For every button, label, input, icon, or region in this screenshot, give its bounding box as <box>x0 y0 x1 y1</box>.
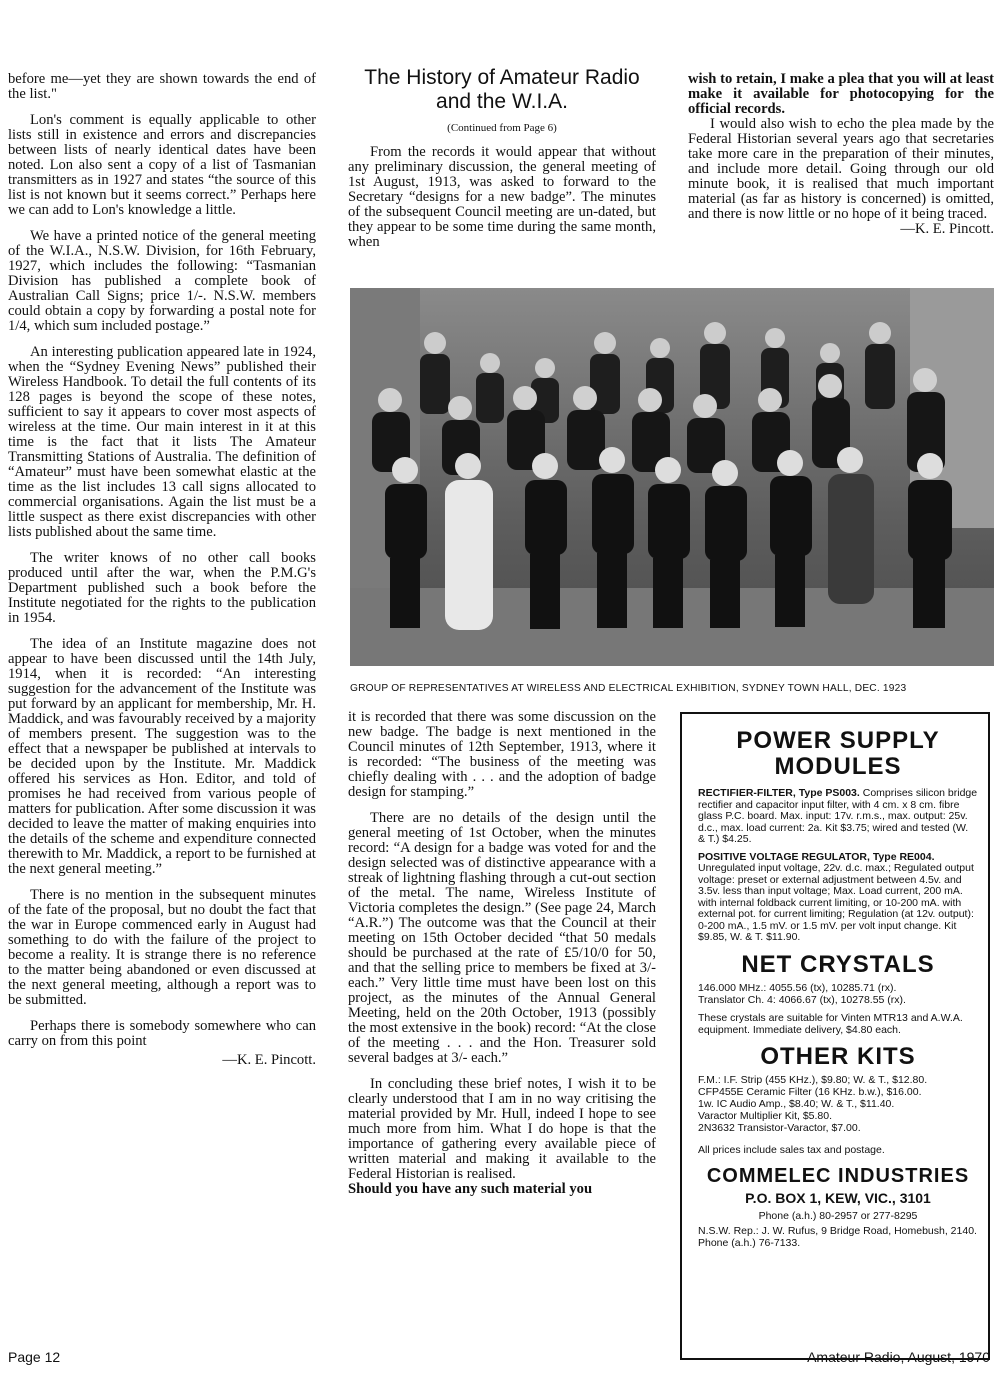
ad-phone: Phone (a.h.) 80-2957 or 277-8295 <box>758 1209 918 1222</box>
ad-kit-line: 1w. IC Audio Amp., $8.40; W. & T., $11.40. <box>698 1097 895 1110</box>
plea-text: Should you have any such material you <box>348 1181 593 1197</box>
ad-company-name: COMMELEC INDUSTRIES <box>706 1164 970 1187</box>
paragraph: The idea of an Institute magazine does not appear to have been discussed until the 14th July, 1914, when it is recorded: “An interesting suggestion for the advancement of the Institute was put forward by an applicant for membership, Mr. H. Maddick, and was favourably received by a majority of members present. The suggestion was to the effect that a newspaper be published at intervals to be decided upon by the Institute. Mr. Maddick offered his services as Hon. Editor, and told of promises he had received from various people of matters for publication. After some discussion it was decided to leave the matter of making enquiries into the details of the scheme and expenditure connected therewith to Mr. Maddick, a report to be furnished at the next general meeting.” <box>8 636 316 877</box>
left-column <box>8 72 316 1079</box>
ad-heading-crystals: NET CRYSTALS <box>741 950 935 978</box>
middle-bottom-column <box>348 710 656 1208</box>
paragraph: From the records it would appear that without any preliminary discussion, the general meeting of 1st August, 1913, was asked to forward to the Secretary “designs for a new badge”. The minutes of the subsequent Council meeting are un-dated, but they appear to be some time during the same month, when <box>348 144 656 250</box>
publication-info: Amateur Radio, August, 1970 <box>807 1349 990 1365</box>
paragraph: We have a printed notice of the general meeting of the W.I.A., N.S.W. Division, for 16th February, 1927, which includes the following: “Tasmanian Division has published a complete book of Australian Call Signs; price 1/-. N.S.W. members could obtain a copy by forwarding a postal note for 1/4, which sum included postage.” <box>8 228 316 334</box>
ad-kit-line: 2N3632 Transistor-Varactor, $7.00. <box>698 1121 861 1134</box>
ad-item-title: RECTIFIER-FILTER, Type PS003. <box>698 787 860 799</box>
paragraph: I would also wish to echo the plea made by the Federal Historian several years ago that secretaries take more care in the preparation of their minutes, and include more detail. Going through our old minute book, it is realised that much important material (as far as history is concerned) is omitted, and there is now little or no hope of it being traced. <box>688 116 994 222</box>
continued-note: (Continued from Page 6) <box>447 122 557 134</box>
ad-heading-power-supply: POWER SUPPLY MODULES <box>736 727 940 780</box>
ad-rep: N.S.W. Rep.: J. W. Rufus, 9 Bridge Road, Homebush, 2140. Phone (a.h.) 76-7133. <box>698 1224 977 1249</box>
author-signature: —K. E. Pincott. <box>222 1052 316 1068</box>
ad-prices-note: All prices include sales tax and postage. <box>698 1143 885 1156</box>
group-photo-image <box>350 288 994 666</box>
right-top-column <box>688 72 994 248</box>
paragraph: Perhaps there is somebody somewhere who can carry on from this point <box>8 1018 316 1049</box>
photo-caption: GROUP OF REPRESENTATIVES AT WIRELESS AND ELECTRICAL EXHIBITION, SYDNEY TOWN HALL, DEC. 1923 <box>350 683 907 694</box>
ad-kit-line: Varactor Multiplier Kit, $5.80. <box>698 1109 833 1122</box>
ad-crystal-line: 146.000 MHz.: 4055.56 (tx), 10285.71 (rx). <box>698 981 897 994</box>
commelec-advertisement <box>680 712 990 1360</box>
ad-item-title: POSITIVE VOLTAGE REGULATOR, Type RE004. <box>698 850 935 863</box>
ad-heading-other-kits: OTHER KITS <box>760 1042 916 1070</box>
paragraph: In concluding these brief notes, I wish it to be clearly understood that I am in no way critising the material provided by Mr. Hull, indeed I hope to see much more from him. What I do hope is that the importance of gathering every available piece of written material and making it available to the Federal Historian is realised. <box>348 1076 656 1182</box>
paragraph: An interesting publication appeared late in 1924, when the “Sydney Evening News” published their Wireless Handbook. To detail the full contents of its 128 pages is beyond the scope of these notes, sufficient to say it appears to cover most aspects of wireless at the time. Our main interest in it at this time is the fact that it lists The Amateur Transmitting Stations of Australia. The definition of “Amateur” must have been somewhat elastic at the time as the list includes 13 call signs allocated to commercial organisations. Again the list must be a little suspect as there exist discrepancies with other lists published about the same time. <box>8 344 316 540</box>
plea-text: wish to retain, I make a plea that you will at least make it available for photocopying for the official records. <box>688 71 994 117</box>
group-photo <box>350 288 994 666</box>
ad-item-text: Unregulated input voltage, 22v. d.c. max.; Regulated output voltage: preset or external adjustment between 4.5v. and 3.5v. less than input voltage; Max. Load current, 200 mA. with internal foldback current limiting, or 10-200 mA. with external pot. for current limiting; Regulation (at 12v. output): 0-200 mA., 1.5 mV. or 1.5 mV. per volt input change. Kit $9.85, W. & T. $11.90. <box>698 862 974 943</box>
ad-kit-line: F.M.: I.F. Strip (455 KHz.), $9.80; W. & T., $12.80. <box>698 1073 928 1086</box>
paragraph: before me—yet they are shown towards the end of the list." <box>8 71 316 102</box>
ad-crystal-note: These crystals are suitable for Vinten MTR13 and A.W.A. equipment. Immediate delivery, $4.80 each. <box>698 1011 963 1036</box>
ad-item-regulator <box>698 852 978 944</box>
author-signature: —K. E. Pincott. <box>900 221 994 237</box>
ad-crystal-line: Translator Ch. 4: 4066.67 (tx), 10278.55 (rx). <box>698 993 906 1006</box>
paragraph: There are no details of the design until the general meeting of 1st October, when the minutes record: “A design for a badge was voted for and the design selected was of distinctive appearance with a streak of lightning flashing through a cut-out section of the metal. The name, Wireless Institute of Victoria completes the design.” (See page 24, March “A.R.”) The outcome was that the Council at their meeting on 15th October decided “that 50 medals should be purchased at the rate of £5/10/0 for 50, and that the selling price to members be fixed at 3/- each.” Very little time must have been lost on this project, as the minutes of the Annual General Meeting, held on the 20th October, 1913 (possibly the most extensive in the book) record: “At the close of the meeting . . . and the Hon. Treasurer sold several badges at 3/- each.” <box>348 810 656 1066</box>
article-title: The History of Amateur Radio and the W.I.A. <box>364 66 640 113</box>
paragraph: Lon's comment is equally applicable to other lists still in existence and errors and discrepancies between lists of nearly identical dates have been noted. Lon also sent a copy of a list of Tasmanian transmitters as in 1927 and states “the source of this list is not known but it seems correct.” Perhaps here we can add to Lon's knowledge a little. <box>8 112 316 218</box>
ad-item-rectifier <box>698 788 978 846</box>
paragraph: The writer knows of no other call books produced until after the war, when the P.M.G's Department published such a book before the Institute negotiated for the rights to the publication in 1954. <box>8 550 316 626</box>
middle-top-column <box>348 145 656 261</box>
ad-item-text: Comprises silicon bridge rectifier and capacitor input filter, with 4 cm. x 8 cm. fibre glass P.C. board. Max. input: 17v. r.m.s., max. output: 25v. d.c., max. load current: 2a. Kit $3.75; wired and tested (W. & T.) $4.25. <box>698 787 978 845</box>
page-number: Page 12 <box>8 1349 61 1365</box>
paragraph: There is no mention in the subsequent minutes of the fate of the proposal, but no doubt the fact that the war in Europe commenced early in August had something to do with the failure of the project to become a reality. It is strange there is no reference to the matter being abandoned or even discussed at the next general meeting, although a report was to be submitted. <box>8 887 316 1008</box>
paragraph: it is recorded that there was some discussion on the new badge. The badge is next mentioned in the Council minutes of 12th September, 1913, where it is recorded: “The business of the meeting was chiefly dealing with . . . and the adoption of badge design for stamping.” <box>348 709 656 800</box>
ad-address: P.O. BOX 1, KEW, VIC., 3101 <box>745 1189 931 1206</box>
ad-kit-line: CFP455E Ceramic Filter (16 KHz. b.w.), $16.00. <box>698 1085 922 1098</box>
